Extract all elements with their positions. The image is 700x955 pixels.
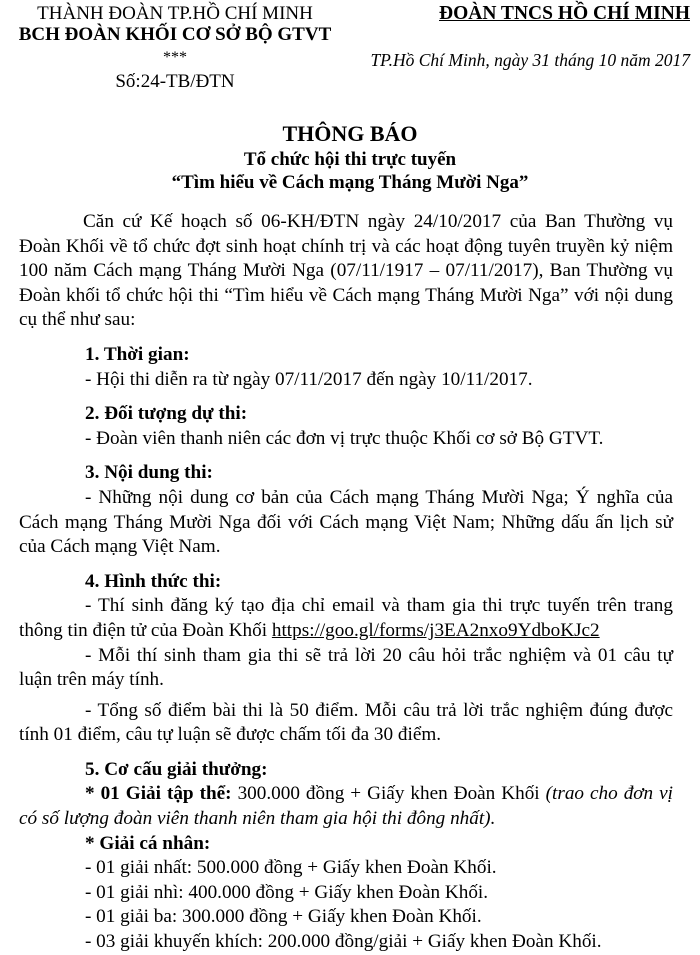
document-body xyxy=(19,210,673,955)
format-text-2: - Mỗi thí sinh tham gia thi sẽ trả lời 20 câu hỏi trắc nghiệm và 01 câu tự luận trên máy tính. xyxy=(19,644,673,691)
format-text-3: - Tổng số điểm bài thi là 50 điểm. Mỗi câu trả lời trắc nghiệm đúng được tính 01 điểm, câu tự luận sẽ được chấm tối đa 30 điểm. xyxy=(19,699,673,746)
issuer-line-2: BCH ĐOÀN KHỐI CƠ SỞ BỘ GTVT xyxy=(18,24,332,45)
contest-name: “Tìm hiểu về Cách mạng Tháng Mười Nga” xyxy=(171,172,529,193)
date-line: TP.Hồ Chí Minh, ngày 31 tháng 10 năm 2017 xyxy=(370,50,690,70)
registration-link[interactable]: https://goo.gl/forms/j3EA2nxo9YdboKJc2 xyxy=(271,619,600,641)
section-heading-participants: 2. Đối tượng dự thi: xyxy=(85,403,248,425)
participants-text: - Đoàn viên thanh niên các đơn vị trực thuộc Khối cơ sở Bộ GTVT. xyxy=(85,427,604,449)
prize-item: - 01 giải nhất: 500.000 đồng + Giấy khen Đoàn Khối. xyxy=(85,857,497,879)
organization-title: ĐOÀN TNCS HỒ CHÍ MINH xyxy=(439,3,690,24)
section-heading-prizes: 5. Cơ cấu giải thưởng: xyxy=(85,758,268,780)
group-prize-label: * 01 Giải tập thể: xyxy=(85,783,232,805)
group-prize-text: 300.000 đồng + Giấy khen Đoàn Khối xyxy=(231,783,546,805)
time-text: - Hội thi diễn ra từ ngày 07/11/2017 đến ngày 10/11/2017. xyxy=(85,368,533,390)
intro-paragraph: Căn cứ Kế hoạch số 06-KH/ĐTN ngày 24/10/2017 của Ban Thường vụ Đoàn Khối về tổ chức đợt sinh hoạt chính trị và các hoạt động tuyên truyền kỷ niệm 100 năm Cách mạng Tháng Mười Nga (07/11/1917 – 07/11/2017), Ban Thường vụ Đoàn khối tổ chức hội thi “Tìm hiểu về Cách mạng Tháng Mười Nga” với nội dung cụ thể như sau: xyxy=(19,211,673,331)
section-heading-time: 1. Thời gian: xyxy=(85,343,190,365)
document-title: THÔNG BÁO xyxy=(282,121,418,146)
format-text-1-body: - Thí sinh đăng ký tạo địa chỉ email và tham gia thi trực tuyến trên trang thông tin điện tử của Đoàn Khối xyxy=(19,595,673,641)
section-heading-format: 4. Hình thức thi: xyxy=(85,570,222,592)
individual-prize-label: * Giải cá nhân: xyxy=(85,832,211,854)
issuer-line-1: THÀNH ĐOÀN TP.HỒ CHÍ MINH xyxy=(37,3,313,24)
section-heading-content: 3. Nội dung thi: xyxy=(85,462,213,484)
format-text-1 xyxy=(19,594,673,643)
group-prize-note: (trao cho đơn vị có số lượng đoàn viên thanh niên tham gia hội thi đông nhất). xyxy=(19,783,673,830)
prize-item: - 03 giải khuyến khích: 200.000 đồng/giải + Giấy khen Đoàn Khối. xyxy=(85,931,602,953)
content-text: - Những nội dung cơ bản của Cách mạng Tháng Mười Nga; Ý nghĩa của Cách mạng Tháng Mười Nga đối với Cách mạng Việt Nam; Những dấu ấn lịch sử của Cách mạng Việt Nam. xyxy=(19,486,673,558)
document-number: Số:24-TB/ĐTN xyxy=(115,71,235,92)
group-prize xyxy=(19,782,673,831)
prize-item: - 01 giải ba: 300.000 đồng + Giấy khen Đoàn Khối. xyxy=(85,906,482,928)
document-subtitle: Tổ chức hội thi trực tuyến xyxy=(243,149,457,170)
prize-item: - 01 giải nhì: 400.000 đồng + Giấy khen Đoàn Khối. xyxy=(85,881,489,903)
issuer-separator: *** xyxy=(163,49,187,66)
